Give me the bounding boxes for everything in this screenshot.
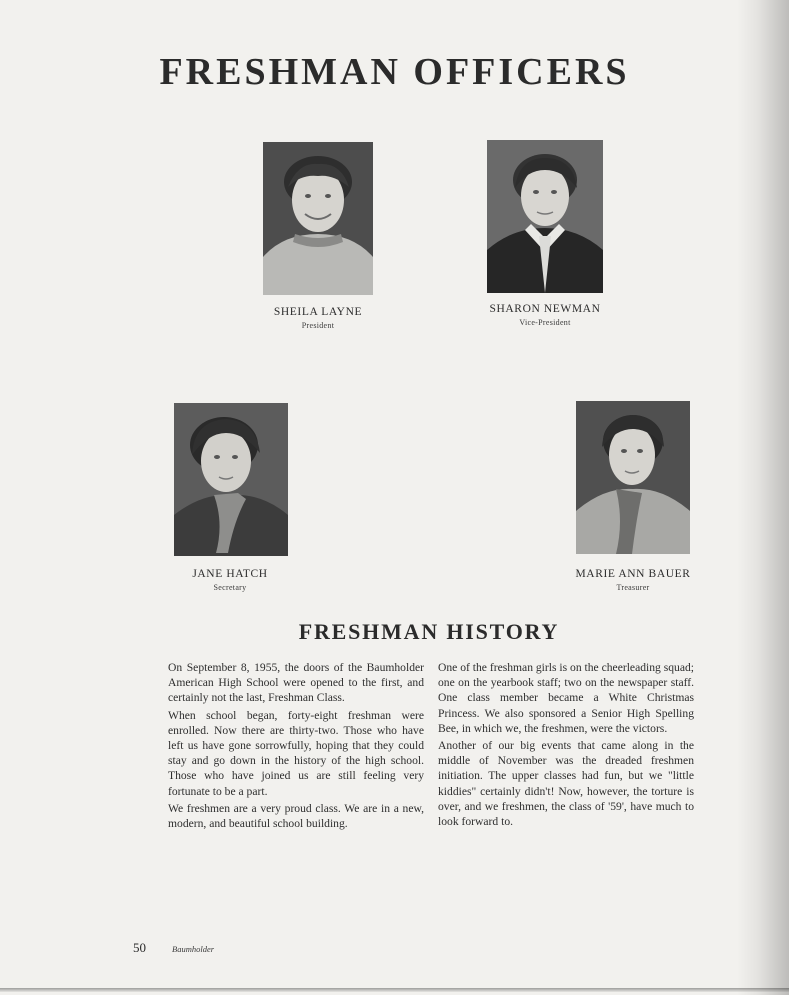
page-number: 50 [133, 940, 146, 955]
officer-photo-jane-hatch [174, 403, 288, 556]
officer-name: JANE HATCH [192, 568, 268, 580]
officer-role: President [301, 321, 335, 330]
portrait-image [576, 401, 690, 554]
page-bottom-edge [0, 988, 789, 992]
publication-name: Baumholder [172, 944, 215, 954]
history-title: FRESHMAN HISTORY [298, 619, 560, 644]
history-paragraph: We freshmen are a very proud class. We are in a new, modern, and beautiful school building. [168, 801, 424, 831]
officer-name: SHEILA LAYNE [273, 306, 363, 318]
history-paragraph: One of the freshman girls is on the cheerleading squad; one on the yearbook staff; two on the newspaper staff. One class member became a White Christmas Princess. We also sponsored a Senior High Spelling Bee, in which we, the freshmen, were the victors. [438, 661, 694, 735]
officer-name: MARIE ANN BAUER [575, 568, 691, 580]
history-paragraph: When school began, forty-eight freshman were enrolled. Now there are thirty-two. Those who have left us have gone sorrowfully, hoping that they could stay and go down in the history of the high school. Those who have joined us are still feeling very fortunate to be a part. [168, 708, 424, 798]
officer-photo-marie-ann-bauer [576, 401, 690, 554]
page-title: FRESHMAN OFFICERS [159, 51, 630, 93]
page-edge-shadow [737, 0, 789, 995]
portrait-image [487, 140, 603, 293]
officer-role: Secretary [213, 583, 247, 592]
history-paragraph: On September 8, 1955, the doors of the Baumholder American High School were opened to the first, and certainly not the last, Freshman Class. [168, 661, 424, 705]
portrait-image [263, 142, 373, 295]
portrait-image [174, 403, 288, 556]
history-right-column [438, 660, 694, 831]
officer-role: Vice-President [519, 318, 571, 327]
officer-photo-sharon-newman [487, 140, 603, 293]
officer-photo-sheila-layne [263, 142, 373, 295]
officer-name: SHARON NEWMAN [489, 303, 601, 315]
history-paragraph: Another of our big events that came along in the middle of November was the dreaded freshmen initiation. The upper classes had fun, but we "little kiddies" certainly didn't! Now, however, the torture is over, and we freshmen, the class of '59', have much to look forward to. [438, 739, 694, 829]
history-left-column [168, 660, 424, 833]
officer-role: Treasurer [616, 583, 650, 592]
